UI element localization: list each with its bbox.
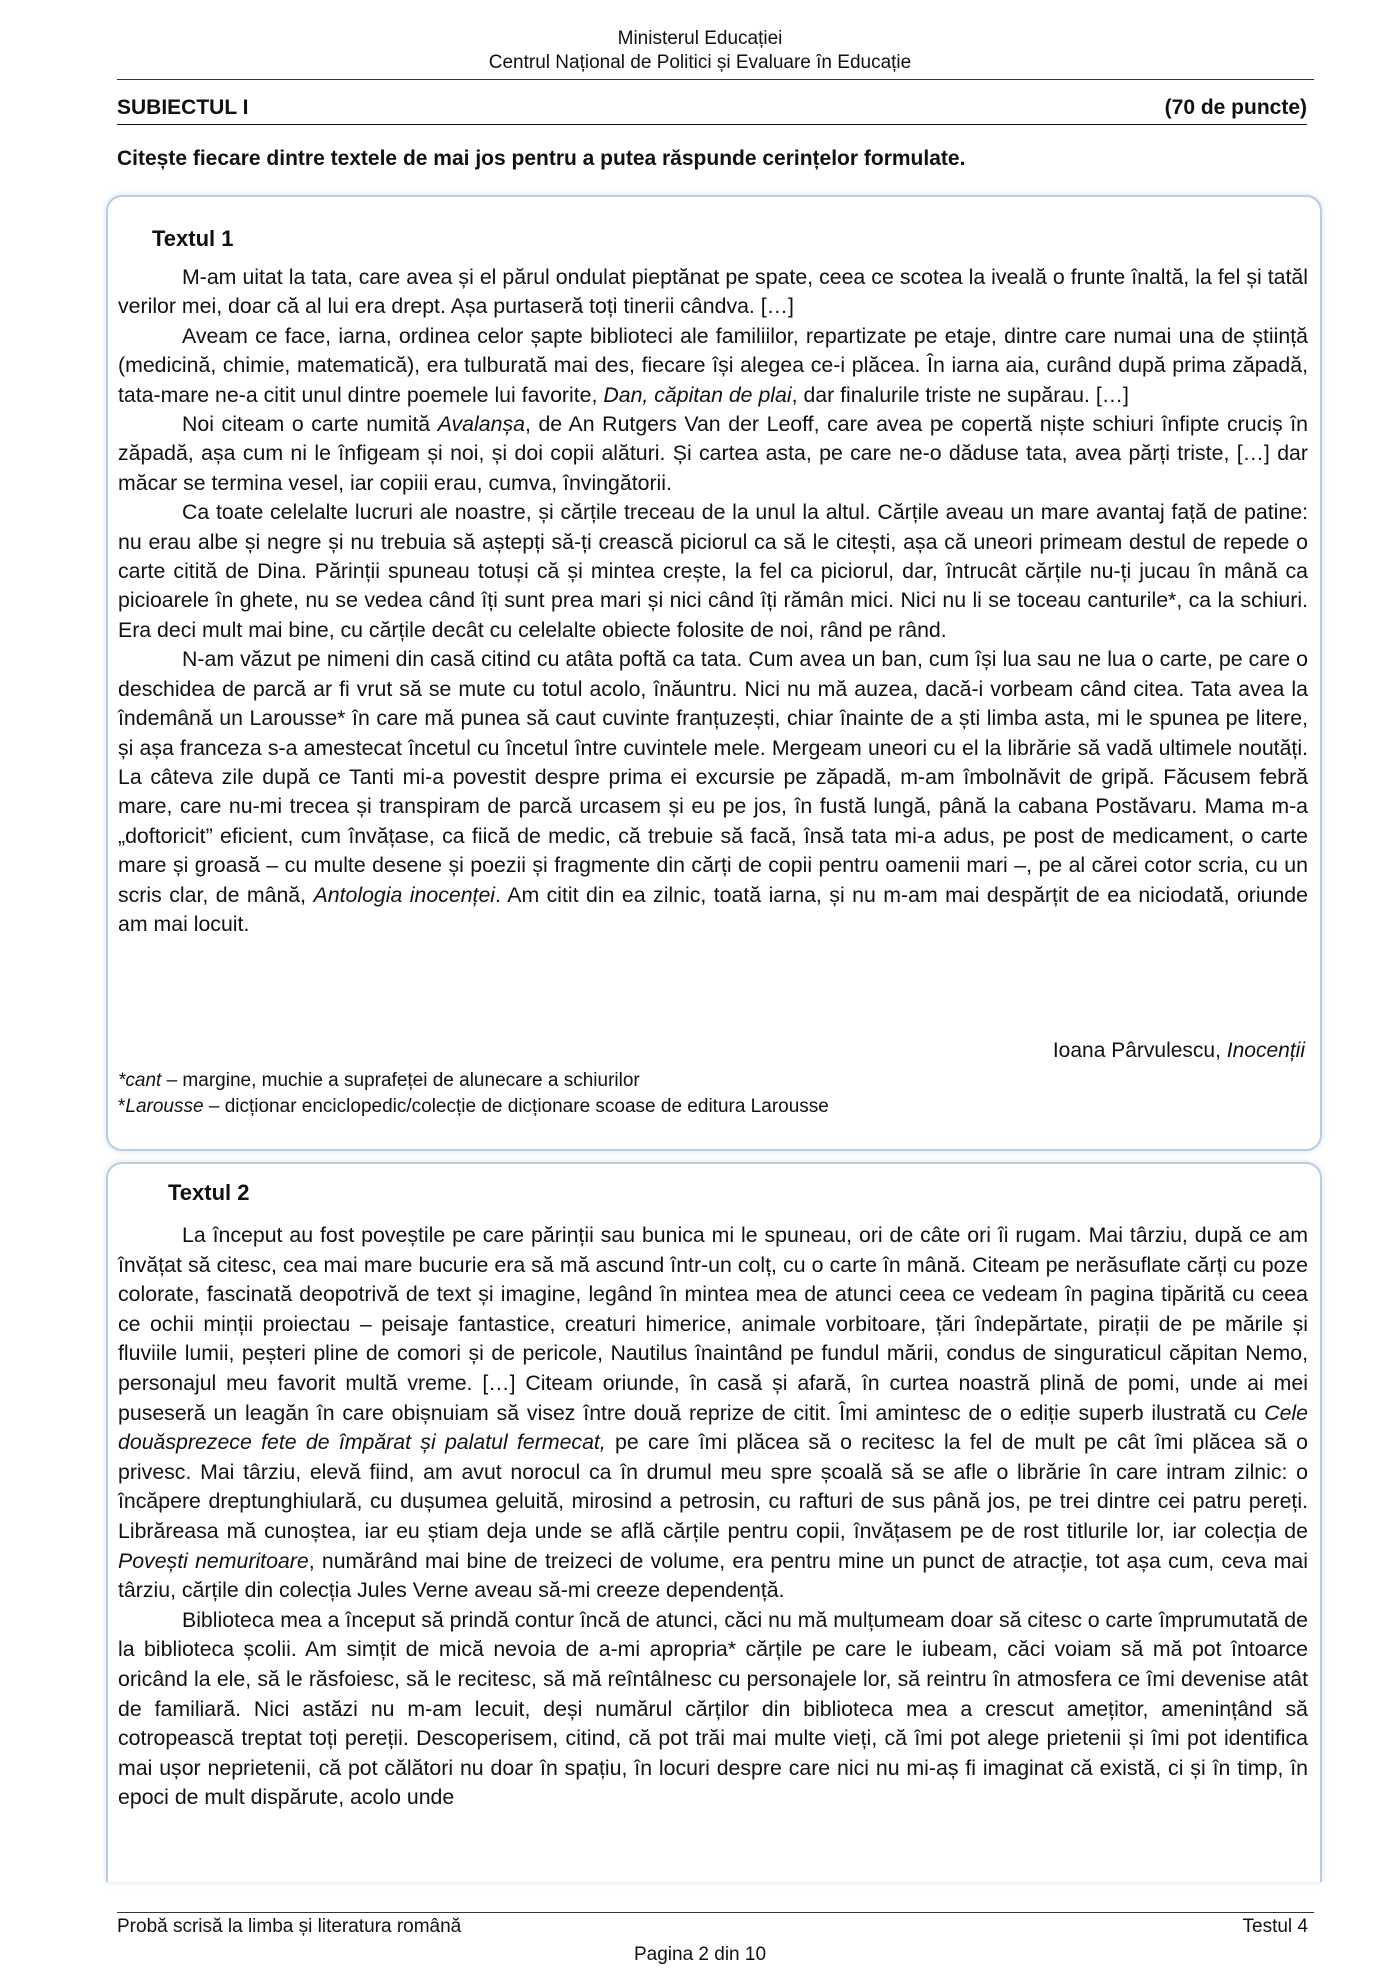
- footer-test-number: Testul 4: [1242, 1916, 1308, 1937]
- footer-rule: [117, 1912, 1314, 1913]
- text1-paragraph: Ca toate celelalte lucruri ale noastre, și cărțile treceau de la unul la altul. Cărțile aveau un mare avantaj față de patine: nu erau albe și negre și nu trebuia să aștepți să-ți crească piciorul ca să le citești, așa că uneori primeam destul de repede o carte citită de Dina. Părinții spuneau totuși că și mintea crește, la fel ca piciorul, dar, întrucât cărțile nu-ți jucau în mână ca picioarele în ghete, nu se vedea când îți sunt prea mari și nici când îți rămân mici. Nici nu li se toceau canturile*, ca la schiuri. Era deci mult mai bine, cu cărțile decât cu celelalte obiecte folosite de noi, rând pe rând.: [118, 500, 1308, 642]
- text1-attribution: Ioana Pârvulescu, Inocenții: [1052, 1039, 1305, 1062]
- text2-paragraph: La început au fost poveștile pe care părinții sau bunica mi le spuneau, ori de câte ori îi rugam. Mai târziu, după ce am învățat să citesc, cea mai mare bucurie era să mă ascund într-un colț, cu o carte în mână. Citeam pe nerăsuflate cărți cu poze colorate, fascinată deopotrivă de text și imagine, legând în mintea mea de atunci ceea ce vedeam în pagina tipărită cu ceea ce ochii minții proiectau – peisaje fantastice, creaturi himerice, animale vorbitoare, țări îndepărtate, pirații de pe mările și fluviile lumii, peșteri pline de comori și de pericole, Nautilus înaintând pe fundul mării, condus de singuraticul căpitan Nemo, personajul meu favorit multă vreme. […] Citeam oriunde, în casă și afară, în curtea noastră plină de pomi, unde ai mei puseseră un leagăn în care obișnuiam să visez între două reprize de citit. Îmi amintesc de o ediție superb ilustrată cu Cele douăsprezece fete de împărat și palatul fermecat, pe care îmi plăcea să o recitesc la fel de mult pe cât îmi plăcea să o privesc. Mai târziu, elevă fiind, am avut norocul ca în drumul meu spre școală să se afle o librărie în care intram zilnic: o încăpere dreptunghiulară, cu dușumea geluită, mirosind a petrosin, cu rafturi de sus până jos, pe trei dintre cei patru pereți. Librăreasa mă cunoștea, iar eu știam deja unde se află cărțile pentru copii, învățasem pe de rost titlurile lor, iar colecția de Povești nemuritoare, numărând mai bine de treizeci de volume, era pentru mine un punct de atracție, tot așa cum, ceva mai târziu, cărțile din colecția Jules Verne aveau să-mi creeze dependență.: [118, 1223, 1308, 1603]
- page-number: Pagina 2 din 10: [633, 1944, 767, 1965]
- subject-points: (70 de puncte): [1164, 96, 1307, 119]
- footnote-larousse: *Larousse – dicționar enciclopedic/colecție de dicționare scoase de editura Larousse: [118, 1096, 829, 1117]
- footnote-cant: *cant – margine, muchie a suprafeței de alunecare a schiurilor: [118, 1070, 640, 1091]
- subject-title: SUBIECTUL I: [117, 96, 249, 119]
- text1-body: [118, 263, 1308, 939]
- text1-paragraph: Aveam ce face, iarna, ordinea celor șapte biblioteci ale familiilor, repartizate pe etaje, dintre care numai una de știință (medicină, chimie, matematică), era tulburată mai des, fiecare își alegea ce-i plăcea. În iarna aia, curând după prima zăpadă, tata-mare ne-a citit unul dintre poemele lui favorite, Dan, căpitan de plai, dar finalurile triste ne supărau. […]: [118, 323, 1308, 407]
- text2-title: Textul 2: [168, 1180, 250, 1205]
- footer-exam-name: Probă scrisă la limba și literatura română: [117, 1916, 462, 1937]
- text1-paragraph: Noi citeam o carte numită Avalanșa, de An Rutgers Van der Leoff, care avea pe copertă niște schiuri înfipte cruciș în zăpadă, așa cum ni le înfigeam și noi, și doi copii alături. Și cartea asta, pe care ne-o dăduse tata, avea părți triste, […] dar măcar se termina vesel, iar copiii erau, cumva, învingătorii.: [118, 412, 1308, 495]
- text1-paragraph: M-am uitat la tata, care avea și el părul ondulat pieptănat pe spate, ceea ce scotea la iveală o frunte înaltă, la fel și tatăl verilor mei, doar că al lui era drept. Așa purtaseră toți tinerii cândva. […]: [118, 265, 1308, 319]
- text2-body: [118, 1221, 1308, 1813]
- subject-row: [117, 96, 1307, 125]
- instruction: Citește fiecare dintre textele de mai jos pentru a putea răspunde cerințelor formulate.: [117, 147, 966, 170]
- center-header: Centrul Național de Politici și Evaluare în Educație: [488, 52, 912, 73]
- text1-title: Textul 1: [152, 226, 234, 251]
- text1-paragraph: N-am văzut pe nimeni din casă citind cu atâta poftă ca tata. Cum avea un ban, cum își lua sau ne lua o carte, pe care o deschidea de parcă ar fi vrut să se mute cu totul acolo, înăuntru. Nici nu mă auzea, dacă-i vorbeam când citea. Tata avea la îndemână un Larousse* în care mă punea să caut cuvinte franțuzești, chiar înainte de a ști limba asta, mi le spunea pe litere, și așa franceza s-a amestecat încetul cu încetul între cuvintele mele. Mergeam uneori cu el la librărie să vadă ultimele noutăți. La câteva zile după ce Tanti mi-a povestit despre prima ei excursie pe zăpadă, m-am îmbolnăvit de gripă. Făcusem febră mare, care nu-mi trecea și transpiram de parcă urcasem și eu pe jos, în fustă lungă, până la cabana Postăvaru. Mama m-a „doftoricit” eficient, cum învățase, ca fiică de medic, că trebuie să facă, însă tata mi-a adus, pe post de medicament, o carte mare și groasă – cu multe desene și poezii și fragmente din cărți de copii pentru oamenii mari –, pe al cărei cotor scria, cu un scris clar, de mână, Antologia inocenței. Am citit din ea zilnic, toată iarna, și nu m-am mai despărțit de ea niciodată, oriunde am mai locuit.: [118, 647, 1308, 936]
- text2-paragraph: Biblioteca mea a început să prindă contur încă de atunci, căci nu mă mulțumeam doar să citesc o carte împrumutată de la biblioteca școlii. Am simțit de mică nevoia de a-mi apropria* cărțile pe care le iubeam, căci voiam să mă pot întoarce oricând la ele, să le răsfoiesc, să le recitesc, să mă reîntâlnesc cu personajele lor, să reintru în atmosfera ce îmi devenise atât de familiară. Nici astăzi nu m-am lecuit, deși numărul cărților din biblioteca mea a crescut amețitor, amenințând să cotropească treptat toți pereții. Descoperisem, citind, că pot trăi mai multe vieți, că îmi pot alege prietenii și îmi pot identifica mai ușor neprietenii, că pot călători nu doar în spațiu, în locuri despre care nici nu mi-aș fi imaginat că există, ci și în timp, în epoci de mult dispărute, acolo unde: [118, 1607, 1308, 1810]
- header-rule: [117, 79, 1314, 80]
- ministry-header: Ministerul Educației: [617, 28, 783, 49]
